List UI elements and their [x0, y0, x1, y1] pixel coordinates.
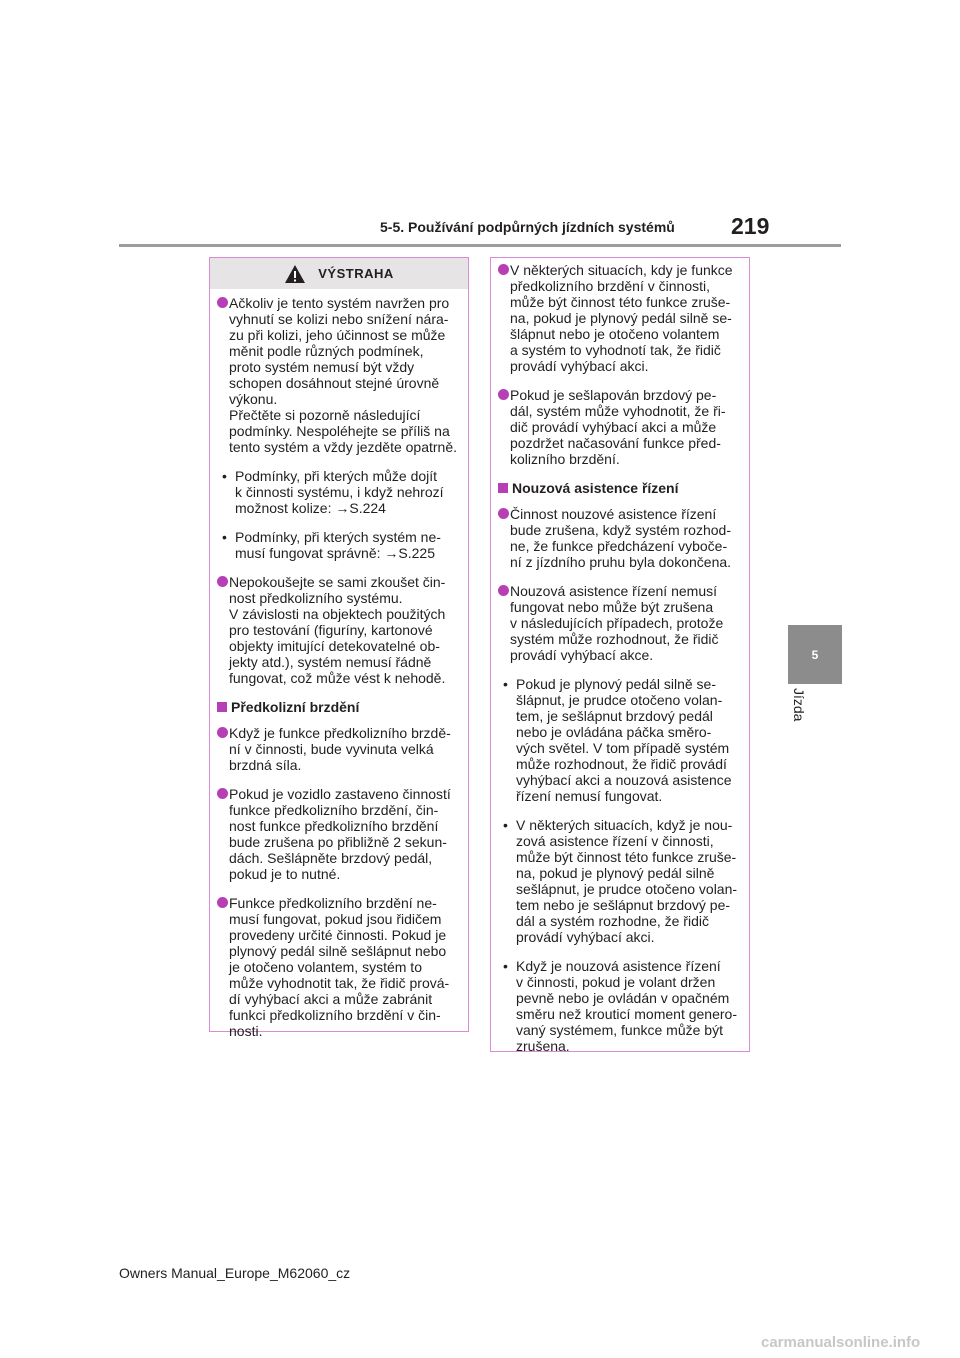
- dot-bullet-icon: •: [222, 468, 227, 484]
- paragraph: Když je nouzová asistence řízení v činnosti, pokud je volant držen pevně nebo je ovládán v opačném směru než krouticí moment genero- vaný systémem, funkce může být zrušena.: [516, 958, 737, 1054]
- header-rule: [119, 244, 841, 247]
- dot-bullet-icon: •: [503, 676, 508, 692]
- list-item: [217, 468, 460, 516]
- list-item: [498, 387, 741, 467]
- list-item: [498, 958, 741, 1054]
- list-item: [217, 895, 460, 1039]
- paragraph: Funkce předkolizního brzdění ne- musí fungovat, pokud jsou řidičem provedeny určité činnosti. Pokud je plynový pedál silně sešlápnut nebo je otočeno volantem, systém to může vyhodnotit tak, že řidič prová- dí vyhýbací akci a může zabránit funkci předkolizního brzdění v čin- nosti.: [229, 895, 450, 1039]
- paragraph: Činnost nouzové asistence řízení bude zrušena, když systém rozhod- ne, že funkce předcházení vyboče- ní z jízdního pruhu byla dokončena.: [510, 506, 732, 570]
- warning-box-right: [490, 257, 750, 1052]
- square-bullet-icon: [498, 483, 508, 493]
- paragraph: Podmínky, při kterých může dojít k činnosti systému, i když nehrozí možnost kolize: →S.224: [235, 468, 444, 516]
- dot-bullet-icon: •: [503, 817, 508, 833]
- list-item: [498, 676, 741, 804]
- paragraph: Když je funkce předkolizního brzdě- ní v činnosti, bude vyvinuta velká brzdná síla.: [229, 725, 451, 773]
- chapter-tab[interactable]: [788, 625, 842, 684]
- list-item: [498, 506, 741, 570]
- dot-bullet-icon: •: [222, 529, 227, 545]
- bullet-icon: [498, 264, 509, 275]
- warning-header: [210, 258, 468, 289]
- bullet-icon: [498, 389, 509, 400]
- list-item: [217, 574, 460, 686]
- list-item: [498, 817, 741, 945]
- warning-title: VÝSTRAHA: [318, 265, 394, 281]
- bullet-icon: [498, 585, 509, 596]
- paragraph: Pokud je plynový pedál silně se- šlápnut, je prudce otočeno volan- tem, je sešlápnut brzdový pedál nebo je ovládána páčka směro- vých světel. V tom případě systém může rozhodnout, že řidič provádí vyhýbací akci a nouzová asistence řízení nemusí fungovat.: [516, 676, 732, 804]
- bullet-icon: [217, 897, 228, 908]
- paragraph: Ačkoliv je tento systém navržen pro vyhnutí se kolizi nebo snížení nára- zu při kolizi, jeho účinnost se může měnit podle různých podmínek, proto systém nemusí být vždy schopen dosáhnout stejné úrovně výkonu. Přečtěte si pozorně následující podmínky. Nespoléhejte se příliš na tento systém a vždy jezděte opatrně.: [229, 295, 458, 455]
- paragraph: Pokud je vozidlo zastaveno činností funkce předkolizního brzdění, čin- nost funkce předkolizního brzdění bude zrušena po přibližně 2 sekun- dách. Sešlápněte brzdový pedál, pokud je to nutné.: [229, 786, 451, 882]
- bullet-icon: [498, 508, 509, 519]
- list-item: [498, 583, 741, 663]
- subheading-text: Nouzová asistence řízení: [512, 480, 679, 496]
- subheading: [498, 480, 741, 496]
- page-number: 219: [731, 213, 770, 239]
- list-item: [217, 725, 460, 773]
- square-bullet-icon: [217, 702, 227, 712]
- subheading: [217, 699, 460, 715]
- warning-box-left: [209, 257, 469, 1039]
- bullet-icon: [217, 576, 228, 587]
- list-item: [217, 295, 460, 455]
- list-item: [498, 262, 741, 374]
- paragraph: Nepokoušejte se sami zkoušet čin- nost předkolizního systému. V závislosti na objektech použitých pro testování (figuríny, kartonové objekty imitující detekovatelné ob- jekty atd.), systém nemusí řádně fungovat, což může vést k nehodě.: [229, 574, 446, 686]
- warning-icon: [284, 264, 306, 284]
- bullet-icon: [217, 727, 228, 738]
- subheading-text: Předkolizní brzdění: [231, 699, 360, 715]
- chapter-number: 5: [811, 647, 819, 662]
- dot-bullet-icon: •: [503, 958, 508, 974]
- list-item: [217, 529, 460, 561]
- paragraph: V některých situacích, když je nou- zová asistence řízení v činnosti, může být činnost této funkce zruše- na, pokud je plynový pedál silně sešlápnut, je prudce otočeno volan- tem nebo je sešlápnut brzdový pe- dál a systém rozhodne, že řidič provádí vyhýbací akci.: [516, 817, 738, 945]
- paragraph: Podmínky, při kterých systém ne- musí fungovat správně: →S.225: [235, 529, 441, 561]
- bullet-icon: [217, 788, 228, 799]
- watermark: carmanualsonline.info: [761, 1334, 921, 1351]
- list-item: [217, 786, 460, 882]
- paragraph: V některých situacích, kdy je funkce předkolizního brzdění v činnosti, může být činnost této funkce zruše- na, pokud je plynový pedál silně se- šlápnut nebo je otočeno volantem a systém to vyhodnotí tak, že řidič provádí vyhýbací akci.: [510, 262, 733, 374]
- paragraph: Nouzová asistence řízení nemusí fungovat nebo může být zrušena v následujících případech, protože systém může rozhodnout, že řidič provádí vyhýbací akce.: [510, 583, 724, 663]
- paragraph: Pokud je sešlapován brzdový pe- dál, systém může vyhodnotit, že ři- dič provádí vyhýbací akci a může pozdržet načasování funkce před- kolizního brzdění.: [510, 387, 726, 467]
- footer-text: Owners Manual_Europe_M62060_cz: [119, 1265, 351, 1281]
- section-title: 5-5. Používání podpůrných jízdních systémů: [380, 219, 675, 235]
- bullet-icon: [217, 297, 228, 308]
- chapter-label: Jízda: [791, 688, 807, 722]
